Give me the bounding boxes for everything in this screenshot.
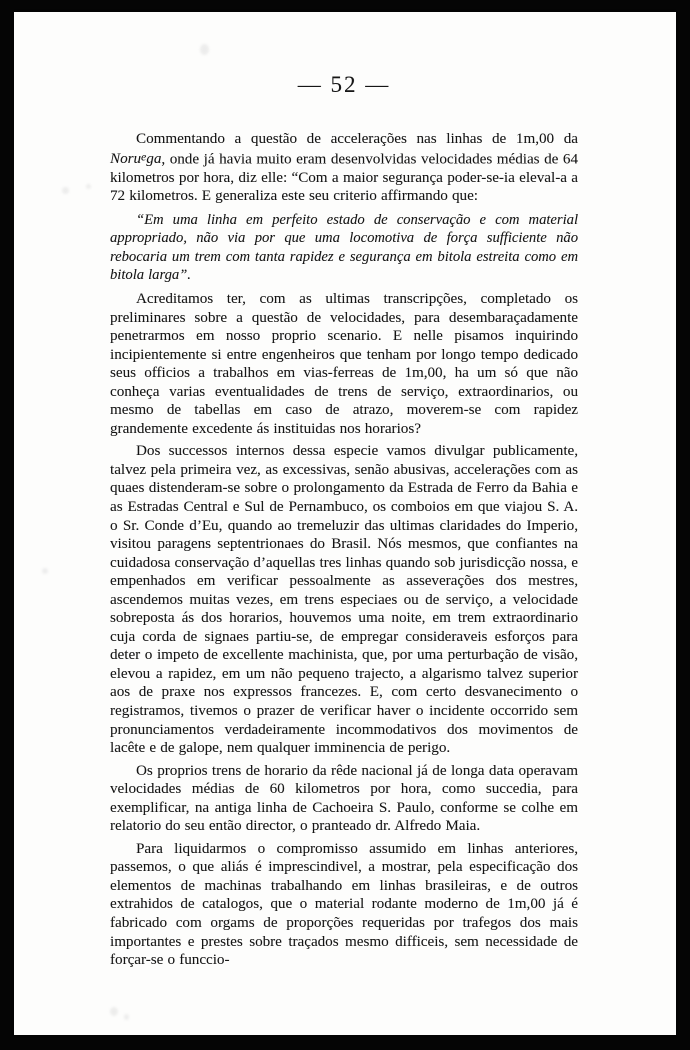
block-quote: “Em uma linha em perfeito estado de conservação e com material appropriado, não via por que uma locomotiva de força sufficiente não rebocaria um trem com tanta rapidez e segurança em bitola estreita como em bitola larga”. [110,211,578,284]
paper-smudge [110,1007,118,1016]
text-column [110,72,578,970]
paper-smudge [42,568,48,574]
italic-proper-noun-part-2: ga [146,151,162,168]
paragraph-5: Os proprios trens de horario da rêde nacional já de longa data operavam velocidades médias de 60 kilometros por hora, como succedia, para exemplificar, na antiga linha de Cachoeira S. Paulo, conforme se colhe em relatorio do seu então director, o pranteado dr. Alfredo Maia. [110,762,578,835]
italic-proper-noun-part-1: Noru [110,151,142,168]
paragraph-1-tail-text: , onde já havia muito eram desenvolvidas velocidades médias de 64 kilometros por hora, diz elle: “Com a maior segurança poder-se-ia eleval-a a 72 kilometros. E generaliza este seu criterio affirmando que: [110,151,578,205]
paragraph-4: Dos successos internos dessa especie vamos divulgar publicamente, talvez pela primeira vez, as excessivas, senão abusivas, accelerações com as quaes distenderam-se sobre o prolongamento da Estrada de Ferro da Bahia e as Estradas Central e Sul de Pernambuco, os comboios em que viajou S. A. o Sr. Conde d’Eu, quando ao tremeluzir das ultimas claridades do Imperio, visitou paragens septentrionaes do Brasil. Nós mesmos, que confiantes na cuidadosa conservação d’aquellas tres linhas quando sob jurisdicção nossa, e empenhados em verificar pessoalmente as asseverações dos mestres, ascendemos muitas vezes, em trens especiaes ou de serviço, a velocidade sobreposta ás dos horarios, houvemos uma noite, em trem extraordinario cuja corda de signaes partiu-se, de empregar consideraveis esforços para deter o impeto de excellente machinista, que, por uma perturbação de visão, elevou a rapidez, em um não pequeno trajecto, a algarismo talvez superior aos de praxe nos expressos francezes. E, com certo desvanecimento o registramos, tivemos o prazer de verificar haver o incidente occorrido sem pronunciamentos verdadeiramente incommodativos dos movimentos de lacête e de galope, nem qualquer imminencia de perigo. [110,443,579,757]
paragraph-1-lead-text: Commentando a questão de accelerações nas linhas de 1m,00 da [136,131,578,147]
paragraph-1 [110,130,578,206]
italic-proper-noun-raised-letter: e [141,150,147,164]
paragraph-3: Acreditamos ter, com as ultimas transcripções, completado os preliminares sobre a questão de velocidades, para desembaraçadamente penetrarmos em nosso proprio scenario. E nelle pisamos inquirindo incipientemente si entre engenheiros que tenham por longo tempo dedicado seus officios a trabalhos em vias-ferreas de 1m,00, ha um só que não conheça varias eventualidades de trens de serviço, extraordinarios, ou mesmo de tabellas em caso de atrazo, moverem-se com rapidez grandemente excedente ás instituidas nos horarios? [110,290,578,437]
paper-smudge [124,1014,129,1020]
italic-proper-noun-noruega [110,151,161,167]
page-sheet [14,12,676,1035]
paper-smudge [200,44,209,55]
paragraph-6: Para liquidarmos o compromisso assumido em linhas anteriores, passemos, o que aliás é imprescindivel, a mostrar, pela especificação dos elementos de machinas trabalhando em linhas brasileiras, e de outros extrahidos de catalogos, que o material rodante moderno de 1m,00 já é fabricado com orgams de proporções requeridas por trafegos dos mais importantes e prestes sobre traçados mesmo difficeis, sem necessidade de forçar-se o funccio- [110,840,578,969]
paper-smudge [62,187,69,194]
page-folio: — 52 — [297,72,391,97]
paper-smudge [86,184,91,189]
